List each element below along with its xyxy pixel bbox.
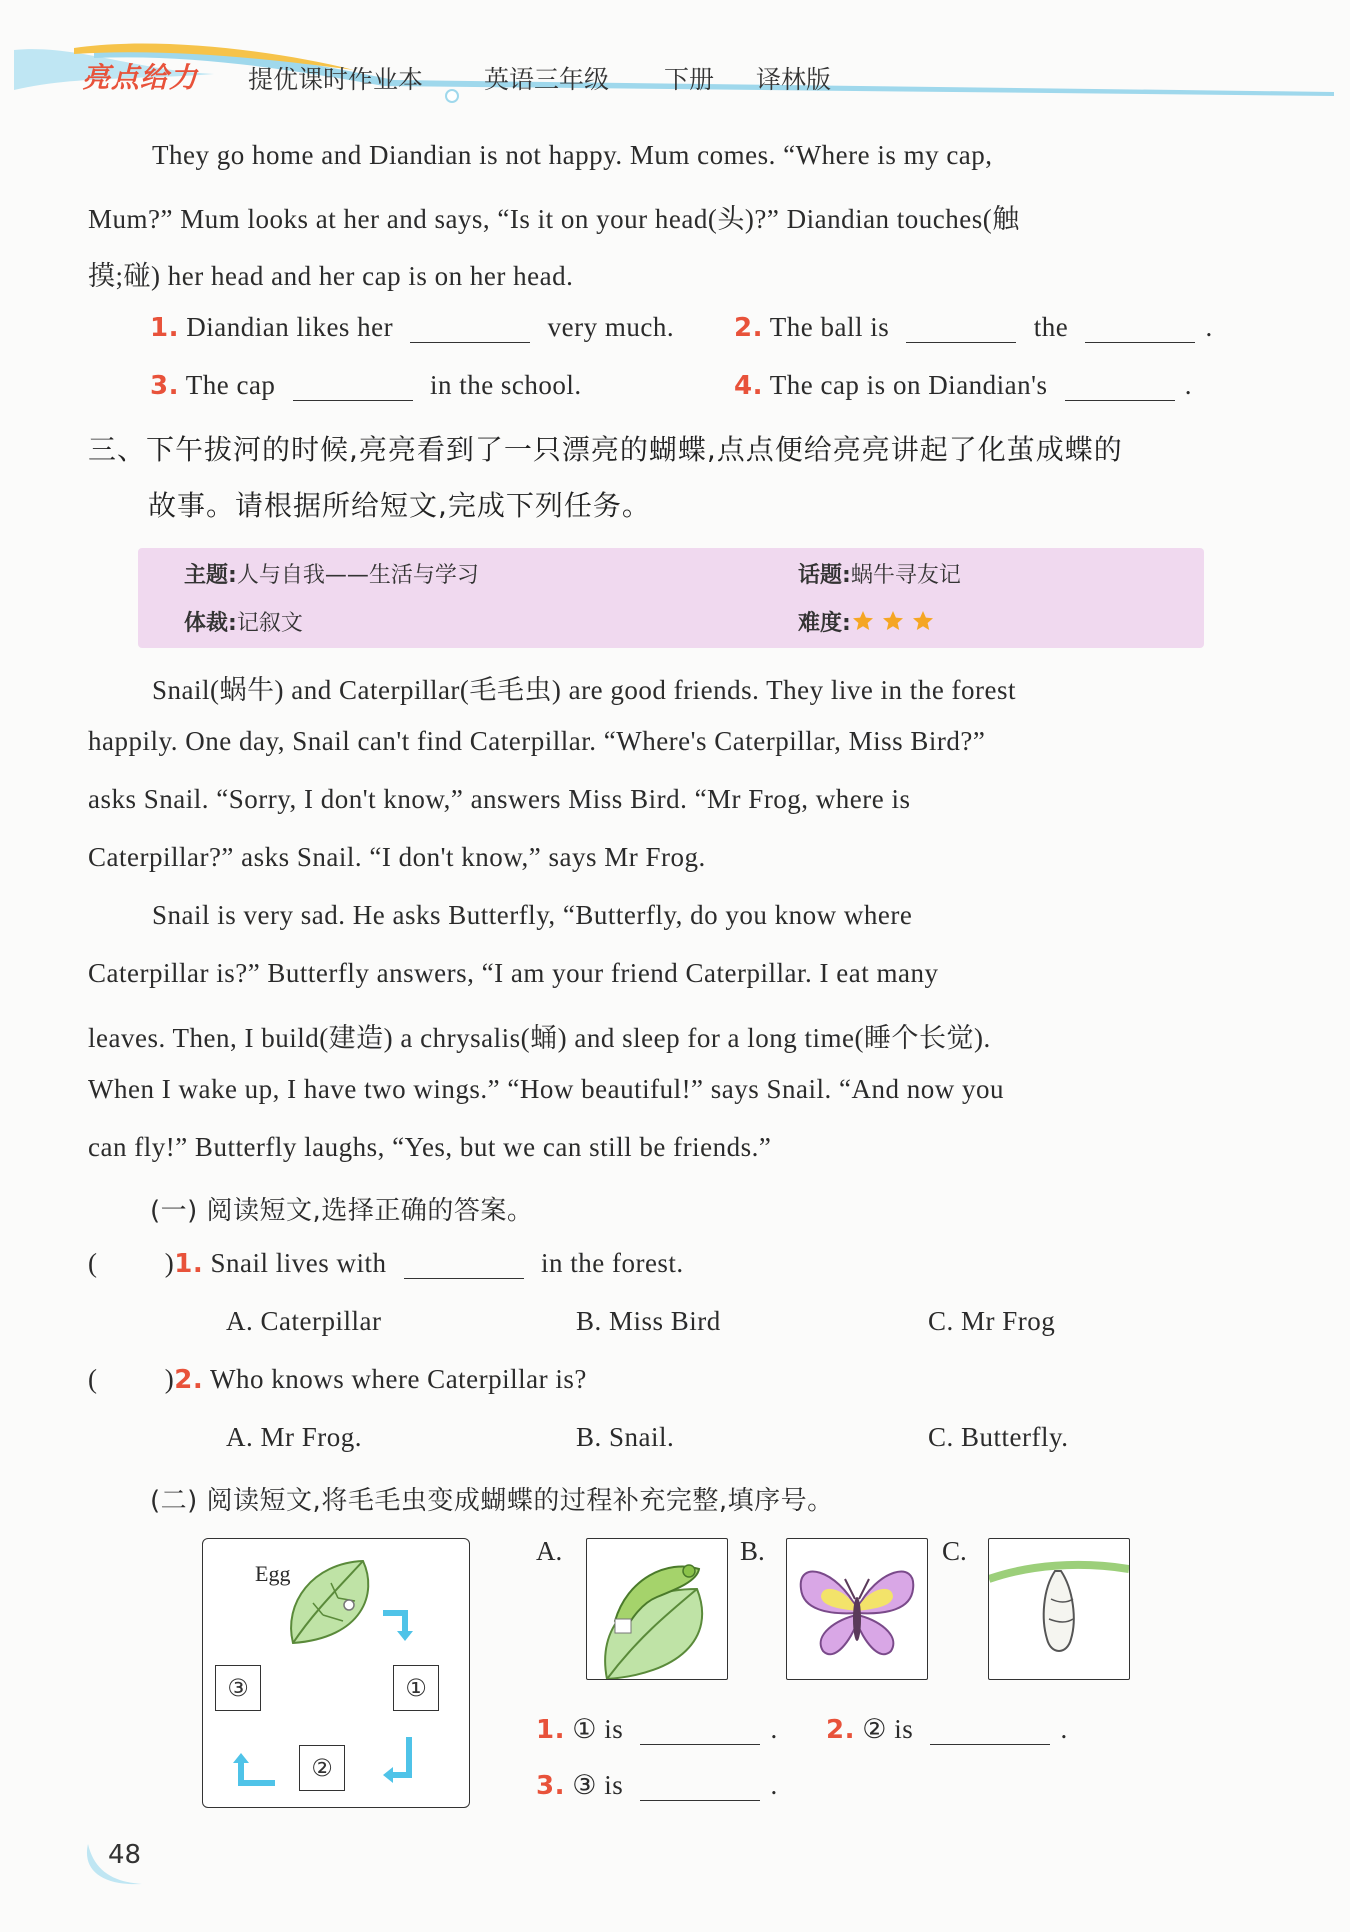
- stage-3-box[interactable]: ③: [215, 1665, 261, 1711]
- story-line-2: happily. One day, Snail can't find Caterpillar. “Where's Caterpillar, Miss Bird?”: [88, 726, 986, 756]
- q1-option-b[interactable]: B. Miss Bird: [576, 1306, 721, 1336]
- stage-circle-3: ③: [572, 1770, 597, 1800]
- fill-question-2: [734, 312, 1213, 343]
- fill-question-3: [150, 370, 582, 401]
- section3-title-line2: 故事。请根据所给短文,完成下列任务。: [148, 489, 651, 522]
- question-number: 3.: [150, 371, 179, 401]
- genre-row: [184, 606, 303, 637]
- question-number: 2.: [174, 1365, 204, 1395]
- star-icon: [851, 609, 875, 633]
- leaf-with-egg-icon: [283, 1553, 383, 1653]
- is-word: is: [604, 1770, 624, 1800]
- page-number: 48: [108, 1840, 142, 1870]
- question-text: in the forest.: [540, 1248, 684, 1278]
- answer-blank[interactable]: [410, 316, 530, 343]
- period: .: [1060, 1714, 1068, 1744]
- answer-paren-open: (: [88, 1364, 98, 1394]
- page-header: [14, 40, 1334, 110]
- passage-info-box: [138, 548, 1204, 648]
- arrow-left-up-icon: [231, 1749, 281, 1793]
- question-text: The ball is: [769, 312, 890, 342]
- topic-value: 蜗牛寻友记: [850, 563, 961, 588]
- answer-blank[interactable]: [640, 1718, 760, 1745]
- option-a-picture[interactable]: [586, 1538, 728, 1680]
- q1-option-c[interactable]: C. Mr Frog: [928, 1306, 1056, 1336]
- header-volume: 下册: [664, 65, 715, 94]
- stage-circle-1: ①: [572, 1714, 597, 1744]
- question-number: 1.: [536, 1715, 565, 1745]
- question-text: the: [1033, 312, 1069, 342]
- arrow-right-down-icon: [379, 1605, 419, 1645]
- brand-logo-text: 亮点给力: [82, 61, 199, 94]
- q2-option-c[interactable]: C. Butterfly.: [928, 1422, 1069, 1452]
- is-word: is: [894, 1714, 914, 1744]
- question-number: 4.: [734, 371, 763, 401]
- passage1-line2: Mum?” Mum looks at her and says, “Is it on your head(头)?” Diandian touches(触: [88, 204, 1020, 234]
- question-number: 3.: [536, 1771, 565, 1801]
- answer-blank[interactable]: [640, 1774, 760, 1801]
- answer-blank[interactable]: [906, 316, 1016, 343]
- story-line-6: Caterpillar is?” Butterfly answers, “I am your friend Caterpillar. I eat many: [88, 958, 939, 988]
- difficulty-label: 难度:: [798, 611, 851, 636]
- passage1-line3: 摸;碰) her head and her cap is on her head.: [88, 261, 574, 291]
- theme-label: 主题:: [184, 563, 237, 588]
- difficulty-stars: [851, 611, 941, 636]
- story-line-4: Caterpillar?” asks Snail. “I don't know,” says Mr Frog.: [88, 842, 706, 872]
- question-number: 2.: [734, 313, 763, 343]
- mc-question-2: [88, 1364, 587, 1395]
- question-number: 2.: [826, 1715, 855, 1745]
- genre-label: 体裁:: [184, 611, 237, 636]
- chrysalis-on-branch-icon: [989, 1539, 1129, 1679]
- period: .: [770, 1770, 778, 1800]
- stage-answer-2: [826, 1714, 1068, 1745]
- stage-answer-3: [536, 1770, 778, 1801]
- story-line-7: leaves. Then, I build(建造) a chrysalis(蛹) and sleep for a long time(睡个长觉).: [88, 1023, 991, 1053]
- story-line-1: Snail(蜗牛) and Caterpillar(毛毛虫) are good friends. They live in the forest: [152, 675, 1017, 705]
- q2-option-a[interactable]: A. Mr Frog.: [226, 1422, 363, 1452]
- fill-question-1: [150, 312, 674, 343]
- genre-value: 记叙文: [236, 611, 303, 636]
- question-text: Who knows where Caterpillar is?: [209, 1364, 587, 1394]
- option-c-label: C.: [942, 1536, 967, 1566]
- stage-answer-1: [536, 1714, 778, 1745]
- question-text: .: [1184, 370, 1193, 400]
- question-number: 1.: [174, 1249, 204, 1279]
- option-b-picture[interactable]: [786, 1538, 928, 1680]
- answer-paren-open: (: [88, 1248, 98, 1278]
- life-cycle-diagram: [202, 1538, 470, 1808]
- question-text: The cap: [185, 370, 276, 400]
- star-icon: [881, 609, 905, 633]
- option-c-picture[interactable]: [988, 1538, 1130, 1680]
- egg-label: Egg: [255, 1561, 291, 1586]
- topic-label: 话题:: [798, 563, 851, 588]
- answer-blank[interactable]: [1085, 316, 1195, 343]
- story-line-8: When I wake up, I have two wings.” “How beautiful!” says Snail. “And now you: [88, 1074, 1005, 1104]
- section3-title-line1: 三、下午拔河的时候,亮亮看到了一只漂亮的蝴蝶,点点便给亮亮讲起了化茧成蝶的: [88, 433, 1123, 466]
- topic-row: [798, 558, 961, 589]
- answer-blank[interactable]: [930, 1718, 1050, 1745]
- question-text: .: [1205, 312, 1213, 342]
- star-icon: [911, 609, 935, 633]
- question-number: 1.: [150, 313, 179, 343]
- mc-question-1: [88, 1248, 684, 1279]
- story-line-3: asks Snail. “Sorry, I don't know,” answers Miss Bird. “Mr Frog, where is: [88, 784, 911, 814]
- passage1-line1: They go home and Diandian is not happy. Mum comes. “Where is my cap,: [152, 140, 993, 170]
- header-series: 提优课时作业本: [248, 65, 424, 94]
- header-edition: 译林版: [756, 65, 832, 94]
- period: .: [770, 1714, 778, 1744]
- option-a-label: A.: [536, 1536, 563, 1566]
- part1-title: (一) 阅读短文,选择正确的答案。: [150, 1196, 534, 1226]
- stage-circle-2: ②: [862, 1714, 887, 1744]
- theme-row: [184, 558, 479, 589]
- caterpillar-on-leaf-icon: [587, 1539, 727, 1679]
- butterfly-icon: [787, 1539, 927, 1679]
- option-b-label: B.: [740, 1536, 765, 1566]
- question-text: in the school.: [429, 370, 582, 400]
- stage-2-box[interactable]: ②: [299, 1745, 345, 1791]
- stage-1-box[interactable]: ①: [393, 1665, 439, 1711]
- question-text: Snail lives with: [210, 1248, 387, 1278]
- header-subject: 英语三年级: [484, 65, 610, 94]
- answer-paren-close: ): [164, 1364, 175, 1394]
- part2-title: (二) 阅读短文,将毛毛虫变成蝴蝶的过程补充完整,填序号。: [150, 1486, 834, 1516]
- answer-blank[interactable]: [404, 1252, 524, 1279]
- question-text: very much.: [547, 312, 675, 342]
- answer-blank[interactable]: [293, 374, 413, 401]
- fill-question-4: [734, 370, 1192, 401]
- arrow-down-left-icon: [379, 1735, 419, 1785]
- q1-option-a[interactable]: A. Caterpillar: [226, 1306, 382, 1336]
- is-word: is: [604, 1714, 624, 1744]
- answer-paren-close: ): [164, 1248, 175, 1278]
- theme-value: 人与自我——生活与学习: [236, 563, 479, 588]
- story-line-9: can fly!” Butterfly laughs, “Yes, but we can still be friends.”: [88, 1132, 772, 1162]
- question-text: The cap is on Diandian's: [769, 370, 1048, 400]
- difficulty-row: [798, 606, 941, 637]
- q2-option-b[interactable]: B. Snail.: [576, 1422, 675, 1452]
- story-line-5: Snail is very sad. He asks Butterfly, “Butterfly, do you know where: [152, 900, 913, 930]
- question-text: Diandian likes her: [186, 312, 394, 342]
- answer-blank[interactable]: [1065, 374, 1175, 401]
